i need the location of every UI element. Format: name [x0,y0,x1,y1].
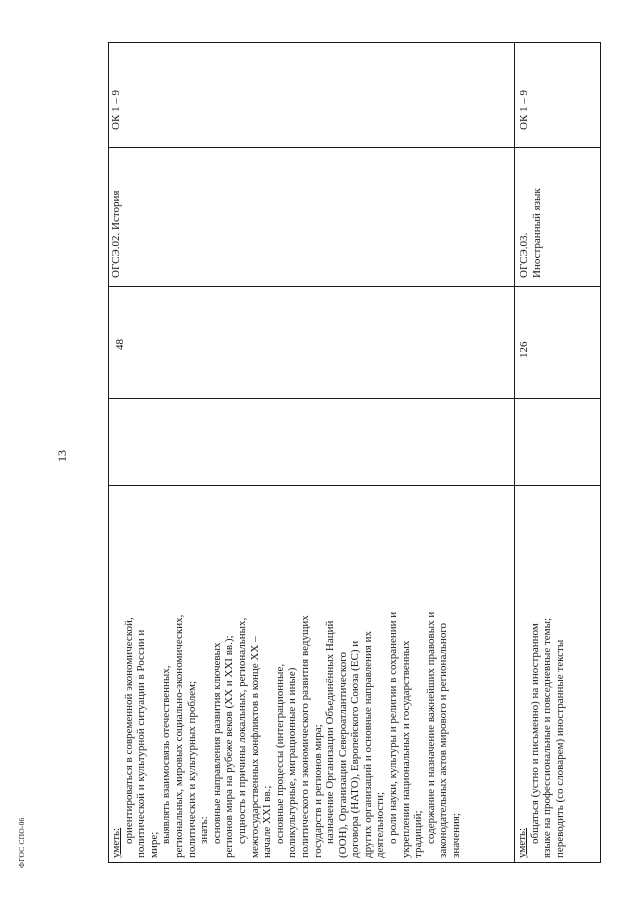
content-line: законодательных актов мирового и регионального [437,622,450,858]
content-line: мире; [147,831,160,858]
table-border-left [108,42,109,863]
history-hours: 48 [114,339,126,350]
content-line: уметь: [516,827,528,858]
table-col-divider-index [108,286,601,287]
foreign-language-content [516,488,566,858]
content-line: ориентироваться в современной экономической, [122,617,135,844]
content-line: сущность и причины локальных, региональных, [235,617,248,844]
index-line: ОГСЭ.03. [518,232,530,278]
content-line: содержание и назначение важнейших правовых и [424,611,437,844]
content-line: основные направления развития ключевых [210,642,223,844]
content-line: языке на профессиональные и повседневные темы; [541,617,554,858]
content-line: переводить (со словарем) иностранные тексты [553,639,566,858]
content-line: уметь: [110,827,122,858]
table-border-bottom [108,862,601,863]
document-footer: ФГОС СПО-06 [17,817,26,868]
content-line: традиций; [412,810,425,858]
table-border-top [108,42,601,43]
content-line: выявлять взаимосвязь отечественных, [160,665,173,844]
content-line: регионов мира на рубеже веков (XX и XXI вв.); [223,635,236,858]
content-line: государств и регионов мира; [311,724,324,858]
content-line: политического и экономического развития ведущих [298,615,311,858]
content-line: основные процессы (интеграционные, [273,663,286,844]
content-line: деятельности; [374,791,387,858]
content-line: поликультурные, миграционные и иные) [286,667,299,858]
table-col-divider-hours [108,398,601,399]
content-line: общаться (устно и письменно) на иностранном [528,623,541,844]
index-line: Иностранный язык [530,188,543,278]
foreign-language-index-name [518,188,543,278]
content-line: договора (НАТО), Европейского Союза (ЕС) и [349,640,362,858]
content-line: межгосударственных конфликтов в конце XX – [248,636,261,858]
content-line: политических и культурных проблем; [185,680,198,858]
table-col-divider-empty [108,485,601,486]
page-number: 13 [55,450,69,462]
content-line: других организаций и основные направления их [361,631,374,858]
table-border-right [600,42,601,863]
content-line: политической и культурной ситуации в России и [135,629,148,858]
table-col-divider-competencies [108,147,601,148]
history-competencies: ОК 1 – 9 [110,89,122,130]
history-content [110,488,463,858]
content-line: о роли науки, культуры и религии в сохранении и [387,611,400,844]
content-line: региональных, мировых социально-экономических, [172,614,185,858]
content-line: назначение Организации Объединённых Наций [324,620,337,844]
content-line: значения; [450,813,463,858]
content-line: начале XXI вв.; [261,785,274,858]
content-line: (ООН), Организации Североатлантического [336,652,349,858]
foreign-language-competencies: ОК 1 – 9 [518,89,530,130]
table-row-divider [514,42,515,863]
foreign-language-hours: 126 [518,341,530,358]
content-line: укреплении национальных и государственных [399,640,412,858]
history-index-name: ОГСЭ.02. История [110,190,122,278]
content-line: знать: [198,816,211,844]
